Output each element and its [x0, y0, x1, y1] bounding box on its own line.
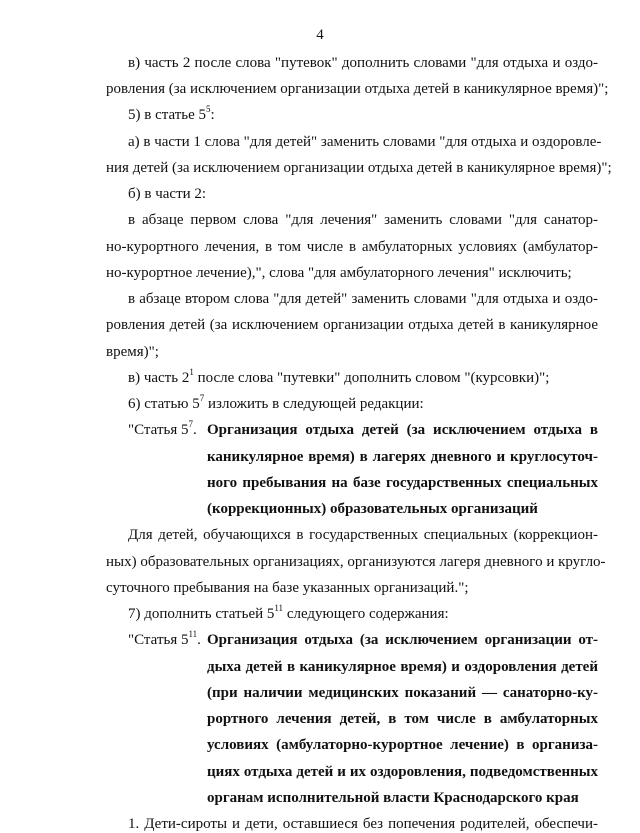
paragraph-line: но-курортное лечение),", слова "для амбулаторного лечения" исключить; [106, 265, 572, 281]
paragraph-line: Для детей, обучающихся в государственных специальных (коррекцион- [128, 527, 598, 543]
article-heading-line: рортного лечения детей, в том числе в амбулаторных [207, 711, 598, 727]
paragraph-line: 7) дополнить статьей $5^{11}$ следующего содержания: [128, 603, 449, 622]
paragraph-line: в абзаце втором слова "для детей" заменить словами "для отдыха и оздо- [128, 291, 598, 307]
article-heading-line: дыха детей в каникулярное время) и оздоровления детей [207, 659, 598, 675]
paragraph-line: б) в части 2: [128, 186, 207, 202]
article-heading-line: условиях (амбулаторно-курортное лечение) в организа- [207, 737, 598, 753]
paragraph-line: а) в части 1 слова "для детей" заменить словами "для отдыха и оздоровле- [128, 134, 602, 150]
paragraph-line: ровления детей (за исключением организации отдыха детей в каникулярное [106, 317, 598, 333]
paragraph-line: в) часть 2 после слова "путевок" дополнить словами "для отдыха и оздо- [128, 55, 598, 71]
article-label: "Статья $5^{11}$. [128, 629, 201, 648]
page-number: 4 [316, 27, 324, 43]
paragraph-line: время)"; [106, 344, 159, 360]
article-heading-line: (при наличии медицинских показаний — санаторно-ку- [207, 685, 598, 701]
article-heading-line: Организация отдыха (за исключением организации от- [207, 632, 598, 648]
paragraph-line: ных) образовательных организациях, организуются лагеря дневного и кругло- [106, 554, 606, 570]
paragraph-line: 5) в статье $5^5$: [128, 104, 215, 123]
paragraph-line: в) часть $2^1$ после слова "путевки" дополнить словом "(курсовки)"; [128, 367, 550, 386]
paragraph-line: ровления (за исключением организации отдыха детей в каникулярное время)"; [106, 81, 609, 97]
article-heading-line: каникулярное время) в лагерях дневного и круглосуточ- [207, 449, 598, 465]
article-label: "Статья $5^7$. [128, 419, 197, 438]
article-heading-line: ного пребывания на базе государственных специальных [207, 475, 598, 491]
paragraph-line: суточного пребывания на базе указанных организаций."; [106, 580, 469, 596]
paragraph-line: ния детей (за исключением организации отдыха детей в каникулярное время)"; [106, 160, 612, 176]
paragraph-line: в абзаце первом слова "для лечения" заменить словами "для санатор- [128, 212, 598, 228]
paragraph-line: но-курортного лечения, в том числе в амбулаторных условиях (амбулатор- [106, 239, 598, 255]
paragraph-line: 1. Дети-сироты и дети, оставшиеся без попечения родителей, обеспечи- [128, 816, 598, 832]
article-heading-line: Организация отдыха детей (за исключением отдыха в [207, 422, 598, 438]
article-heading-line: (коррекционных) образовательных организаций [207, 501, 538, 517]
article-heading-line: органам исполнительной власти Краснодарского края [207, 790, 579, 806]
article-heading-line: циях отдыха детей и их оздоровления, подведомственных [207, 764, 598, 780]
paragraph-line: 6) статью $5^7$ изложить в следующей редакции: [128, 393, 424, 412]
